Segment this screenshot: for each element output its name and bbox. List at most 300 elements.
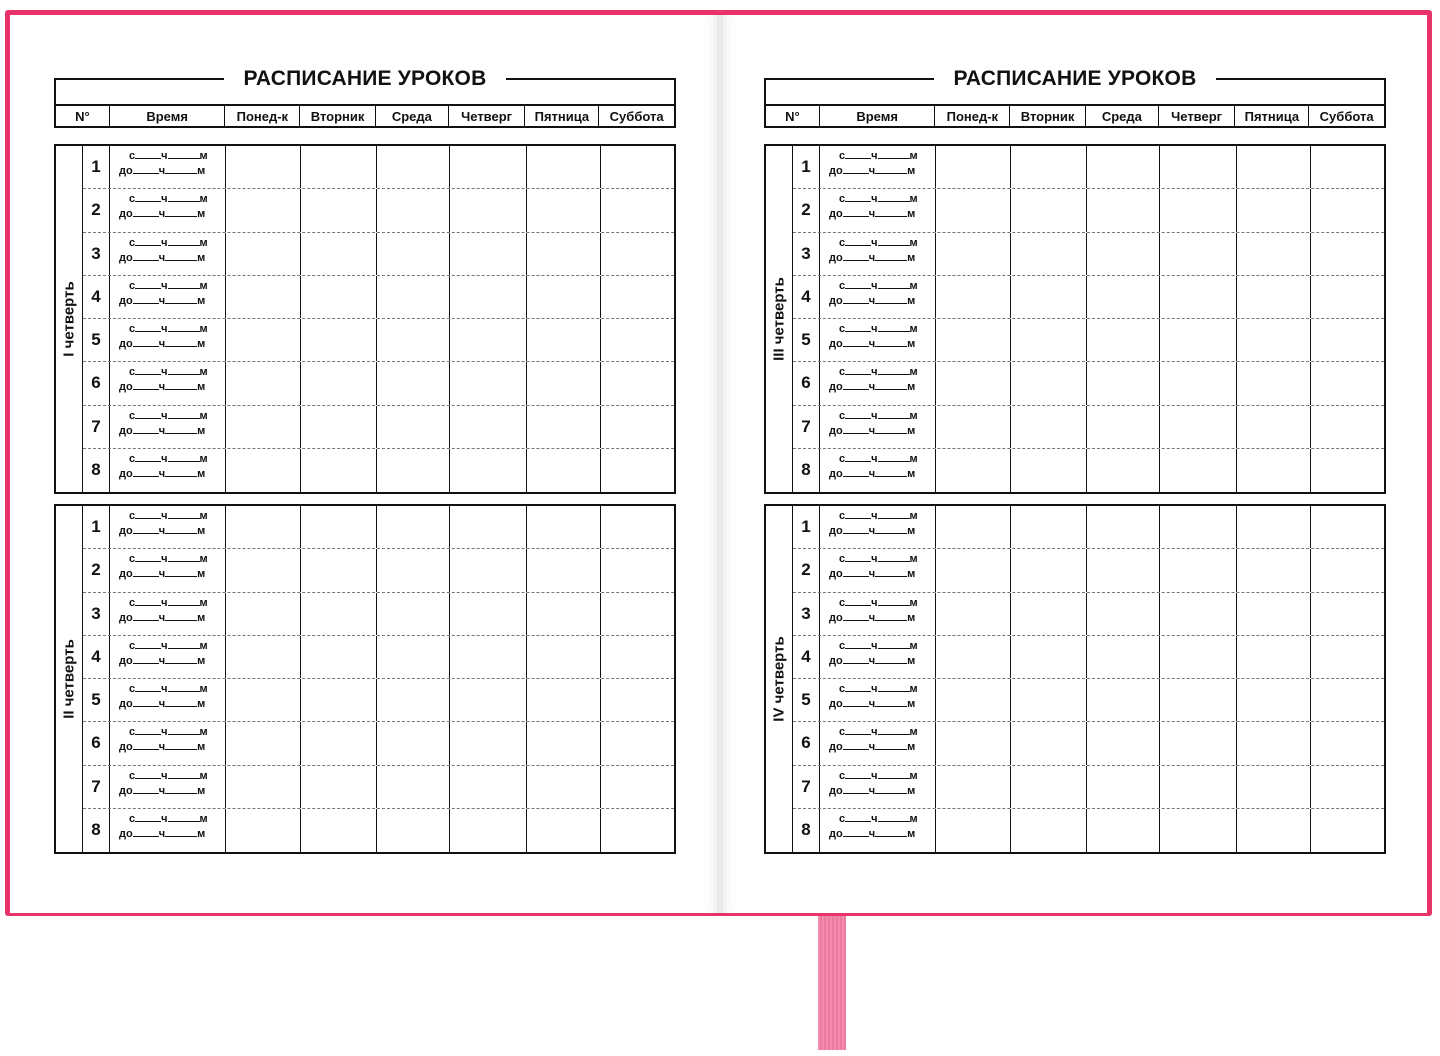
subject-cell[interactable] (450, 319, 527, 361)
hour-blank[interactable] (135, 812, 161, 822)
subject-cell[interactable] (1011, 276, 1087, 318)
subject-cell[interactable] (1311, 276, 1386, 318)
subject-cell[interactable] (226, 809, 301, 852)
subject-cell[interactable] (936, 722, 1011, 764)
subject-cell[interactable] (527, 319, 601, 361)
subject-cell[interactable] (527, 549, 601, 591)
minute-blank[interactable] (168, 279, 200, 289)
subject-cell[interactable] (1011, 722, 1087, 764)
subject-cell[interactable] (377, 276, 450, 318)
subject-cell[interactable] (1160, 406, 1237, 448)
minute-blank[interactable] (165, 697, 197, 707)
subject-cell[interactable] (936, 766, 1011, 808)
minute-blank[interactable] (165, 740, 197, 750)
subject-cell[interactable] (1087, 679, 1160, 721)
subject-cell[interactable] (1311, 319, 1386, 361)
lesson-time-field[interactable] (110, 549, 226, 591)
minute-blank[interactable] (875, 337, 907, 347)
minute-blank[interactable] (875, 207, 907, 217)
subject-cell[interactable] (377, 233, 450, 275)
subject-cell[interactable] (1311, 809, 1386, 852)
lesson-time-field[interactable] (110, 679, 226, 721)
hour-blank[interactable] (133, 294, 159, 304)
subject-cell[interactable] (377, 146, 450, 188)
subject-cell[interactable] (1011, 233, 1087, 275)
subject-cell[interactable] (601, 506, 676, 548)
hour-blank[interactable] (135, 409, 161, 419)
subject-cell[interactable] (226, 636, 301, 678)
lesson-time-field[interactable] (820, 276, 936, 318)
lesson-time-field[interactable] (110, 722, 226, 764)
lesson-time-field[interactable] (110, 146, 226, 188)
hour-blank[interactable] (135, 769, 161, 779)
hour-blank[interactable] (843, 740, 869, 750)
subject-cell[interactable] (601, 809, 676, 852)
minute-blank[interactable] (878, 322, 910, 332)
lesson-time-field[interactable] (820, 146, 936, 188)
subject-cell[interactable] (601, 276, 676, 318)
subject-cell[interactable] (527, 722, 601, 764)
subject-cell[interactable] (1160, 233, 1237, 275)
hour-blank[interactable] (135, 192, 161, 202)
subject-cell[interactable] (1237, 362, 1311, 404)
lesson-time-field[interactable] (110, 809, 226, 852)
minute-blank[interactable] (165, 380, 197, 390)
minute-blank[interactable] (875, 380, 907, 390)
minute-blank[interactable] (168, 452, 200, 462)
minute-blank[interactable] (165, 611, 197, 621)
hour-blank[interactable] (135, 725, 161, 735)
subject-cell[interactable] (1160, 362, 1237, 404)
subject-cell[interactable] (601, 189, 676, 231)
subject-cell[interactable] (1011, 146, 1087, 188)
subject-cell[interactable] (301, 766, 377, 808)
subject-cell[interactable] (1237, 189, 1311, 231)
hour-blank[interactable] (135, 596, 161, 606)
subject-cell[interactable] (377, 449, 450, 492)
minute-blank[interactable] (875, 467, 907, 477)
subject-cell[interactable] (1237, 766, 1311, 808)
lesson-time-field[interactable] (110, 189, 226, 231)
minute-blank[interactable] (878, 509, 910, 519)
subject-cell[interactable] (450, 276, 527, 318)
subject-cell[interactable] (1160, 189, 1237, 231)
minute-blank[interactable] (878, 192, 910, 202)
subject-cell[interactable] (377, 722, 450, 764)
subject-cell[interactable] (450, 146, 527, 188)
subject-cell[interactable] (1160, 506, 1237, 548)
subject-cell[interactable] (226, 189, 301, 231)
subject-cell[interactable] (1311, 549, 1386, 591)
subject-cell[interactable] (1311, 449, 1386, 492)
subject-cell[interactable] (1087, 276, 1160, 318)
hour-blank[interactable] (133, 827, 159, 837)
subject-cell[interactable] (1311, 189, 1386, 231)
subject-cell[interactable] (1160, 146, 1237, 188)
subject-cell[interactable] (1160, 809, 1237, 852)
subject-cell[interactable] (1160, 549, 1237, 591)
subject-cell[interactable] (226, 506, 301, 548)
subject-cell[interactable] (226, 722, 301, 764)
subject-cell[interactable] (450, 766, 527, 808)
subject-cell[interactable] (226, 449, 301, 492)
subject-cell[interactable] (301, 233, 377, 275)
subject-cell[interactable] (301, 319, 377, 361)
subject-cell[interactable] (936, 593, 1011, 635)
lesson-time-field[interactable] (820, 809, 936, 852)
minute-blank[interactable] (165, 467, 197, 477)
subject-cell[interactable] (1311, 233, 1386, 275)
subject-cell[interactable] (1011, 549, 1087, 591)
subject-cell[interactable] (527, 636, 601, 678)
subject-cell[interactable] (301, 449, 377, 492)
lesson-time-field[interactable] (110, 636, 226, 678)
hour-blank[interactable] (843, 164, 869, 174)
minute-blank[interactable] (168, 639, 200, 649)
minute-blank[interactable] (875, 424, 907, 434)
hour-blank[interactable] (843, 251, 869, 261)
subject-cell[interactable] (450, 549, 527, 591)
subject-cell[interactable] (450, 593, 527, 635)
subject-cell[interactable] (1087, 766, 1160, 808)
subject-cell[interactable] (450, 636, 527, 678)
subject-cell[interactable] (1160, 276, 1237, 318)
hour-blank[interactable] (135, 452, 161, 462)
minute-blank[interactable] (875, 251, 907, 261)
subject-cell[interactable] (1160, 319, 1237, 361)
minute-blank[interactable] (878, 596, 910, 606)
subject-cell[interactable] (1087, 233, 1160, 275)
subject-cell[interactable] (301, 809, 377, 852)
hour-blank[interactable] (843, 784, 869, 794)
lesson-time-field[interactable] (110, 506, 226, 548)
lesson-time-field[interactable] (820, 593, 936, 635)
minute-blank[interactable] (875, 740, 907, 750)
subject-cell[interactable] (1237, 506, 1311, 548)
subject-cell[interactable] (1237, 809, 1311, 852)
subject-cell[interactable] (527, 809, 601, 852)
hour-blank[interactable] (845, 509, 871, 519)
subject-cell[interactable] (1011, 449, 1087, 492)
subject-cell[interactable] (601, 406, 676, 448)
hour-blank[interactable] (845, 322, 871, 332)
subject-cell[interactable] (226, 679, 301, 721)
lesson-time-field[interactable] (820, 233, 936, 275)
lesson-time-field[interactable] (820, 506, 936, 548)
subject-cell[interactable] (450, 506, 527, 548)
subject-cell[interactable] (450, 679, 527, 721)
subject-cell[interactable] (377, 319, 450, 361)
hour-blank[interactable] (845, 812, 871, 822)
subject-cell[interactable] (601, 722, 676, 764)
subject-cell[interactable] (601, 362, 676, 404)
subject-cell[interactable] (601, 449, 676, 492)
subject-cell[interactable] (1087, 593, 1160, 635)
minute-blank[interactable] (165, 784, 197, 794)
minute-blank[interactable] (165, 424, 197, 434)
subject-cell[interactable] (527, 449, 601, 492)
subject-cell[interactable] (601, 679, 676, 721)
hour-blank[interactable] (843, 424, 869, 434)
subject-cell[interactable] (301, 636, 377, 678)
lesson-time-field[interactable] (110, 362, 226, 404)
lesson-time-field[interactable] (820, 549, 936, 591)
hour-blank[interactable] (843, 294, 869, 304)
lesson-time-field[interactable] (110, 276, 226, 318)
subject-cell[interactable] (1311, 766, 1386, 808)
subject-cell[interactable] (1237, 636, 1311, 678)
minute-blank[interactable] (878, 552, 910, 562)
hour-blank[interactable] (845, 682, 871, 692)
subject-cell[interactable] (1160, 449, 1237, 492)
subject-cell[interactable] (936, 189, 1011, 231)
subject-cell[interactable] (450, 362, 527, 404)
subject-cell[interactable] (936, 809, 1011, 852)
subject-cell[interactable] (1087, 506, 1160, 548)
minute-blank[interactable] (165, 207, 197, 217)
hour-blank[interactable] (133, 467, 159, 477)
minute-blank[interactable] (168, 812, 200, 822)
subject-cell[interactable] (1237, 146, 1311, 188)
hour-blank[interactable] (135, 509, 161, 519)
minute-blank[interactable] (165, 294, 197, 304)
hour-blank[interactable] (135, 639, 161, 649)
minute-blank[interactable] (168, 725, 200, 735)
subject-cell[interactable] (1160, 593, 1237, 635)
subject-cell[interactable] (1237, 406, 1311, 448)
hour-blank[interactable] (845, 725, 871, 735)
subject-cell[interactable] (936, 276, 1011, 318)
hour-blank[interactable] (843, 611, 869, 621)
subject-cell[interactable] (377, 766, 450, 808)
subject-cell[interactable] (527, 593, 601, 635)
minute-blank[interactable] (168, 322, 200, 332)
subject-cell[interactable] (226, 276, 301, 318)
hour-blank[interactable] (133, 740, 159, 750)
subject-cell[interactable] (1087, 722, 1160, 764)
subject-cell[interactable] (377, 593, 450, 635)
subject-cell[interactable] (936, 233, 1011, 275)
minute-blank[interactable] (168, 552, 200, 562)
subject-cell[interactable] (1311, 362, 1386, 404)
hour-blank[interactable] (133, 337, 159, 347)
lesson-time-field[interactable] (820, 679, 936, 721)
subject-cell[interactable] (1011, 593, 1087, 635)
subject-cell[interactable] (936, 362, 1011, 404)
hour-blank[interactable] (843, 467, 869, 477)
hour-blank[interactable] (843, 697, 869, 707)
minute-blank[interactable] (165, 827, 197, 837)
lesson-time-field[interactable] (110, 449, 226, 492)
subject-cell[interactable] (1160, 766, 1237, 808)
hour-blank[interactable] (845, 279, 871, 289)
minute-blank[interactable] (878, 236, 910, 246)
subject-cell[interactable] (1237, 679, 1311, 721)
minute-blank[interactable] (165, 164, 197, 174)
subject-cell[interactable] (527, 189, 601, 231)
minute-blank[interactable] (875, 567, 907, 577)
subject-cell[interactable] (226, 233, 301, 275)
subject-cell[interactable] (377, 406, 450, 448)
hour-blank[interactable] (135, 322, 161, 332)
minute-blank[interactable] (165, 251, 197, 261)
subject-cell[interactable] (301, 146, 377, 188)
minute-blank[interactable] (165, 567, 197, 577)
hour-blank[interactable] (133, 784, 159, 794)
minute-blank[interactable] (878, 682, 910, 692)
subject-cell[interactable] (1011, 362, 1087, 404)
minute-blank[interactable] (168, 509, 200, 519)
hour-blank[interactable] (843, 207, 869, 217)
subject-cell[interactable] (601, 146, 676, 188)
hour-blank[interactable] (845, 452, 871, 462)
subject-cell[interactable] (1237, 233, 1311, 275)
subject-cell[interactable] (1311, 406, 1386, 448)
hour-blank[interactable] (133, 164, 159, 174)
subject-cell[interactable] (1237, 319, 1311, 361)
subject-cell[interactable] (1011, 809, 1087, 852)
subject-cell[interactable] (1160, 636, 1237, 678)
subject-cell[interactable] (450, 722, 527, 764)
subject-cell[interactable] (226, 593, 301, 635)
subject-cell[interactable] (1311, 636, 1386, 678)
subject-cell[interactable] (601, 593, 676, 635)
subject-cell[interactable] (1087, 189, 1160, 231)
subject-cell[interactable] (601, 233, 676, 275)
hour-blank[interactable] (843, 567, 869, 577)
hour-blank[interactable] (135, 682, 161, 692)
hour-blank[interactable] (135, 279, 161, 289)
subject-cell[interactable] (301, 549, 377, 591)
minute-blank[interactable] (168, 192, 200, 202)
minute-blank[interactable] (878, 279, 910, 289)
hour-blank[interactable] (135, 552, 161, 562)
minute-blank[interactable] (875, 697, 907, 707)
subject-cell[interactable] (1087, 406, 1160, 448)
subject-cell[interactable] (226, 406, 301, 448)
subject-cell[interactable] (1087, 146, 1160, 188)
lesson-time-field[interactable] (820, 449, 936, 492)
hour-blank[interactable] (843, 827, 869, 837)
subject-cell[interactable] (226, 362, 301, 404)
subject-cell[interactable] (226, 549, 301, 591)
minute-blank[interactable] (878, 639, 910, 649)
hour-blank[interactable] (845, 192, 871, 202)
subject-cell[interactable] (1237, 549, 1311, 591)
subject-cell[interactable] (601, 636, 676, 678)
minute-blank[interactable] (165, 654, 197, 664)
subject-cell[interactable] (301, 189, 377, 231)
subject-cell[interactable] (936, 146, 1011, 188)
subject-cell[interactable] (527, 406, 601, 448)
minute-blank[interactable] (875, 164, 907, 174)
minute-blank[interactable] (168, 682, 200, 692)
minute-blank[interactable] (878, 812, 910, 822)
hour-blank[interactable] (133, 424, 159, 434)
subject-cell[interactable] (1311, 679, 1386, 721)
subject-cell[interactable] (450, 449, 527, 492)
minute-blank[interactable] (168, 149, 200, 159)
subject-cell[interactable] (936, 679, 1011, 721)
subject-cell[interactable] (377, 809, 450, 852)
subject-cell[interactable] (527, 233, 601, 275)
hour-blank[interactable] (135, 149, 161, 159)
minute-blank[interactable] (875, 294, 907, 304)
subject-cell[interactable] (301, 722, 377, 764)
hour-blank[interactable] (133, 654, 159, 664)
hour-blank[interactable] (843, 337, 869, 347)
subject-cell[interactable] (301, 406, 377, 448)
subject-cell[interactable] (936, 319, 1011, 361)
hour-blank[interactable] (135, 236, 161, 246)
subject-cell[interactable] (301, 593, 377, 635)
subject-cell[interactable] (936, 506, 1011, 548)
hour-blank[interactable] (135, 365, 161, 375)
hour-blank[interactable] (843, 654, 869, 664)
lesson-time-field[interactable] (820, 362, 936, 404)
subject-cell[interactable] (1237, 276, 1311, 318)
lesson-time-field[interactable] (110, 319, 226, 361)
subject-cell[interactable] (1311, 146, 1386, 188)
subject-cell[interactable] (1087, 362, 1160, 404)
subject-cell[interactable] (377, 636, 450, 678)
hour-blank[interactable] (845, 149, 871, 159)
hour-blank[interactable] (843, 524, 869, 534)
hour-blank[interactable] (845, 552, 871, 562)
subject-cell[interactable] (226, 146, 301, 188)
subject-cell[interactable] (601, 549, 676, 591)
hour-blank[interactable] (845, 596, 871, 606)
minute-blank[interactable] (875, 784, 907, 794)
minute-blank[interactable] (165, 337, 197, 347)
subject-cell[interactable] (450, 233, 527, 275)
lesson-time-field[interactable] (110, 233, 226, 275)
minute-blank[interactable] (168, 596, 200, 606)
minute-blank[interactable] (168, 365, 200, 375)
subject-cell[interactable] (936, 449, 1011, 492)
subject-cell[interactable] (450, 189, 527, 231)
lesson-time-field[interactable] (820, 406, 936, 448)
subject-cell[interactable] (1011, 636, 1087, 678)
hour-blank[interactable] (133, 380, 159, 390)
subject-cell[interactable] (301, 276, 377, 318)
lesson-time-field[interactable] (820, 189, 936, 231)
subject-cell[interactable] (301, 506, 377, 548)
hour-blank[interactable] (133, 207, 159, 217)
minute-blank[interactable] (878, 409, 910, 419)
hour-blank[interactable] (133, 611, 159, 621)
subject-cell[interactable] (1087, 549, 1160, 591)
subject-cell[interactable] (1237, 449, 1311, 492)
subject-cell[interactable] (301, 679, 377, 721)
subject-cell[interactable] (1311, 722, 1386, 764)
subject-cell[interactable] (1087, 319, 1160, 361)
hour-blank[interactable] (843, 380, 869, 390)
minute-blank[interactable] (875, 654, 907, 664)
subject-cell[interactable] (377, 362, 450, 404)
minute-blank[interactable] (168, 769, 200, 779)
subject-cell[interactable] (527, 362, 601, 404)
minute-blank[interactable] (878, 149, 910, 159)
subject-cell[interactable] (450, 809, 527, 852)
hour-blank[interactable] (133, 524, 159, 534)
subject-cell[interactable] (1011, 766, 1087, 808)
lesson-time-field[interactable] (110, 406, 226, 448)
hour-blank[interactable] (845, 409, 871, 419)
subject-cell[interactable] (936, 636, 1011, 678)
lesson-time-field[interactable] (820, 319, 936, 361)
lesson-time-field[interactable] (110, 593, 226, 635)
